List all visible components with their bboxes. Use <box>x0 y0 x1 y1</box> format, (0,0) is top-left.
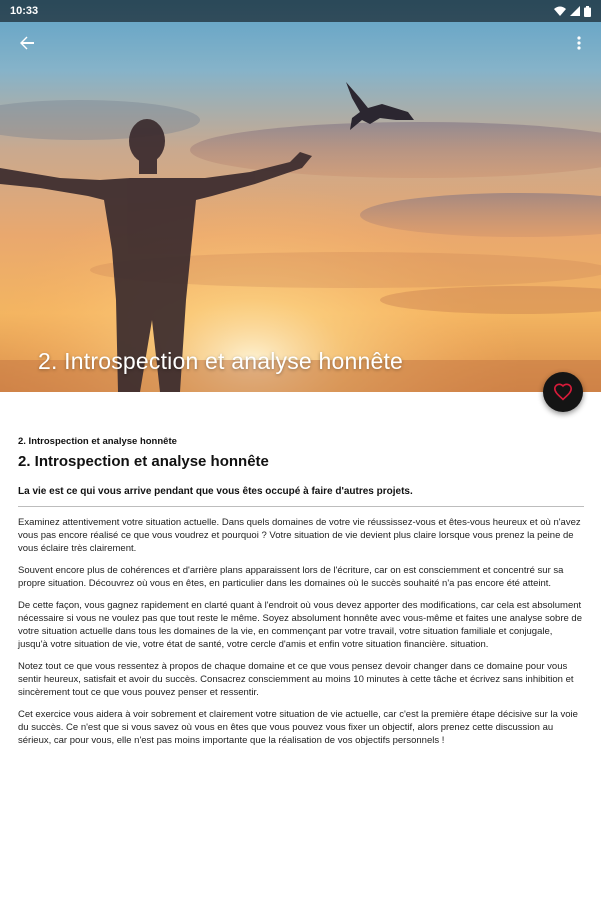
article-paragraph: Notez tout ce que vous ressentez à propos de chaque domaine et ce que vous pensez devoir changer dans ce domaine pour vous sentir heureux, satisfait et avoir du succès. Consacrez consciemment au moins 10 minutes à cette tâche et écrivez sans inhibition et sincèrement tout ce que vous pouvez penser et ressentir. <box>18 661 574 698</box>
more-vert-icon <box>577 36 581 50</box>
divider <box>18 506 584 507</box>
article-paragraph: Examinez attentivement votre situation actuelle. Dans quels domaines de votre vie réussissez-vous et êtes-vous heureux et où n'avez vous pas encore réalisé ce que vous voudrez et pourquoi ? Votre situation de vie devient plus claire lorsque vous prenez la peine de vous éclaire très clairement. <box>18 517 581 554</box>
article-heading: 2. Introspection et analyse honnête <box>18 453 269 470</box>
article-paragraph: Cet exercice vous aidera à voir sobrement et clairement votre situation de vie actuelle, car c'est la première étape décisive sur la voie du succès. Ce n'est que si vous savez où vous en êtes que vous pouvez vous fixer un objectif, alors prenez cette discussion au sérieux, car pour vous, elle n'est pas moins importante que la réalisation de vos objectifs personnels ! <box>18 709 578 746</box>
arrow-back-icon <box>19 35 35 51</box>
signal-icon <box>570 6 580 16</box>
article-paragraph: Souvent encore plus de cohérences et d'arrière plans apparaissent lors de l'écriture, car on est consciemment et concentré sur sa propre situation. Découvrez où vous en êtes, en particulier dans les domaines où le succès souhaité n'a pas encore été atteint. <box>18 565 564 589</box>
app-bar <box>0 22 601 62</box>
status-time: 10:33 <box>10 5 39 17</box>
back-button[interactable] <box>14 30 40 56</box>
article-small-heading: 2. Introspection et analyse honnête <box>18 436 177 447</box>
article-paragraph: De cette façon, vous gagnez rapidement en clarté quant à l'endroit où vous devez apporter des modifications, car cela est absolument nécessaire si vous ne voulez pas que tout reste le même. Soyez absolument honnête avec vous-même et faites une analyse sobre de votre situation actuelle dans tous les domaines de la vie, en commençant par votre travail, votre situation familiale et conjugale, jusqu'à votre situation de vie, votre état de santé, votre cercle d'amis et enfin votre situation financière. situation. <box>18 600 582 650</box>
status-bar <box>0 0 601 22</box>
overflow-menu-button[interactable] <box>569 30 589 56</box>
battery-icon <box>584 6 591 17</box>
wifi-icon <box>554 6 566 16</box>
favorite-button[interactable] <box>543 372 583 412</box>
article-content <box>18 392 584 747</box>
heart-outline-icon <box>553 383 573 401</box>
status-icons <box>554 6 591 17</box>
article-quote: La vie est ce qui vous arrive pendant que vous êtes occupé à faire d'autres projets. <box>18 486 413 497</box>
collapsing-toolbar-title: 2. Introspection et analyse honnête <box>38 348 404 374</box>
